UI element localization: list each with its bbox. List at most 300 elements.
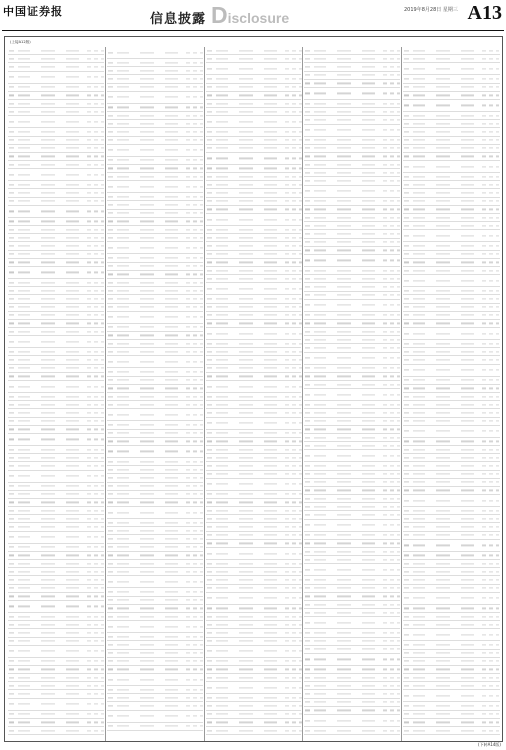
table-cell [482, 616, 486, 617]
table-cell [413, 225, 425, 226]
table-cell [404, 518, 409, 519]
table-cell [292, 433, 296, 434]
table-cell [239, 494, 253, 495]
table-cell [140, 298, 154, 299]
table-row [403, 454, 500, 462]
table-cell [397, 588, 400, 589]
table-cell [390, 209, 394, 210]
table-cell [390, 429, 394, 430]
table-cell [41, 457, 55, 458]
table-cell [461, 270, 474, 271]
table-cell [207, 359, 212, 360]
table-cell [264, 510, 277, 511]
table-row [304, 125, 400, 137]
table-cell [397, 129, 400, 130]
table-cell [165, 451, 178, 452]
table-row [206, 251, 302, 259]
table-cell [413, 156, 425, 157]
table-cell [314, 233, 326, 234]
table-cell [436, 270, 450, 271]
table-cell [200, 581, 203, 582]
table-cell [337, 720, 351, 721]
table-row [304, 353, 400, 365]
table-cell [397, 58, 400, 59]
table-cell [496, 78, 499, 79]
table-cell [200, 327, 203, 328]
table-cell [413, 457, 425, 458]
table-cell [292, 697, 296, 698]
table-cell [285, 78, 289, 79]
table-cell [397, 75, 400, 76]
table-cell [117, 204, 129, 205]
table-cell [489, 87, 493, 88]
table-cell [200, 547, 203, 548]
table-cell [337, 543, 351, 544]
table-cell [140, 87, 154, 88]
table-cell [101, 449, 104, 450]
table-cell [489, 705, 493, 706]
table-cell [383, 677, 387, 678]
table-cell [87, 685, 91, 686]
table-cell [436, 123, 450, 124]
table-cell [108, 404, 113, 405]
table-cell [482, 661, 486, 662]
table-cell [193, 581, 197, 582]
table-cell [285, 192, 289, 193]
table-row [304, 389, 400, 401]
table-cell [94, 502, 98, 503]
table-cell [87, 192, 91, 193]
table-cell [482, 209, 486, 210]
table-row [107, 304, 203, 312]
table-cell [404, 661, 409, 662]
table-cell [94, 140, 98, 141]
table-cell [165, 274, 178, 275]
table-cell [383, 669, 387, 670]
table-cell [186, 257, 190, 258]
table-row [206, 283, 302, 295]
table-row [107, 368, 203, 376]
table-cell [461, 388, 474, 389]
table-cell [264, 58, 277, 59]
table-row [403, 507, 500, 515]
table-cell [461, 722, 474, 723]
table-cell [461, 343, 474, 344]
table-cell [94, 76, 98, 77]
table-cell [314, 225, 326, 226]
table-cell [299, 254, 302, 255]
table-cell [101, 272, 104, 273]
table-row [107, 519, 203, 527]
table-cell [482, 50, 486, 51]
table-cell [165, 131, 178, 132]
table-cell [397, 242, 400, 243]
table-cell [9, 596, 14, 597]
table-cell [362, 242, 375, 243]
table-row [8, 259, 104, 267]
table-cell [314, 286, 326, 287]
table-cell [413, 421, 425, 422]
table-cell [239, 68, 253, 69]
table-cell [299, 705, 302, 706]
table-cell [165, 705, 178, 706]
table-cell [108, 705, 113, 706]
table-cell [87, 174, 91, 175]
table-row [8, 727, 104, 735]
table-cell [239, 323, 253, 324]
table-cell [117, 571, 129, 572]
table-cell [239, 433, 253, 434]
table-cell [165, 229, 178, 230]
table-cell [94, 323, 98, 324]
table-cell [9, 323, 14, 324]
table-row [403, 495, 500, 507]
table-cell [18, 76, 30, 77]
table-cell [18, 465, 30, 466]
table-cell [496, 695, 499, 696]
table-cell [186, 123, 190, 124]
table-cell [18, 730, 30, 731]
table-cell [117, 414, 129, 415]
table-cell [489, 343, 493, 344]
table-cell [94, 262, 98, 263]
table-cell [362, 278, 375, 279]
table-cell [216, 111, 228, 112]
table-cell [264, 351, 277, 352]
table-row [304, 666, 400, 674]
table-row [304, 214, 400, 222]
table-cell [299, 697, 302, 698]
table-cell [165, 538, 178, 539]
table-cell [207, 677, 212, 678]
table-cell [94, 429, 98, 430]
table-cell [285, 632, 289, 633]
table-cell [404, 535, 409, 536]
table-row [206, 576, 302, 584]
table-cell [165, 716, 178, 717]
table-cell [18, 87, 30, 88]
table-row [8, 532, 104, 544]
table-cell [305, 278, 310, 279]
table-cell [489, 396, 493, 397]
table-cell [362, 339, 375, 340]
table-cell [140, 380, 154, 381]
table-cell [390, 295, 394, 296]
table-cell [200, 266, 203, 267]
table-cell [461, 563, 474, 564]
table-cell [165, 469, 178, 470]
table-cell [397, 270, 400, 271]
table-cell [108, 679, 113, 680]
table-cell [461, 225, 474, 226]
table-cell [216, 307, 228, 308]
table-cell [383, 75, 387, 76]
table-cell [314, 632, 326, 633]
table-cell [101, 282, 104, 283]
table-cell [108, 123, 113, 124]
table-cell [337, 242, 351, 243]
table-cell [285, 661, 289, 662]
table-cell [314, 649, 326, 650]
table-cell [496, 280, 499, 281]
table-row [107, 218, 203, 226]
table-cell [461, 677, 474, 678]
table-cell [101, 121, 104, 122]
table-cell [299, 608, 302, 609]
table-cell [9, 282, 14, 283]
table-cell [94, 315, 98, 316]
table-cell [94, 376, 98, 377]
table-row [403, 84, 500, 92]
table-row [8, 169, 104, 181]
table-cell [314, 75, 326, 76]
table-cell [87, 396, 91, 397]
table-cell [397, 376, 400, 377]
table-cell [413, 677, 425, 678]
table-cell [117, 600, 129, 601]
table-cell [436, 449, 450, 450]
table-row [403, 621, 500, 629]
table-cell [41, 254, 55, 255]
table-cell [18, 148, 30, 149]
table-cell [285, 140, 289, 141]
table-cell [461, 465, 474, 466]
table-cell [390, 514, 394, 515]
table-cell [239, 641, 253, 642]
table-cell [337, 331, 351, 332]
table-cell [18, 704, 30, 705]
table-cell [397, 93, 400, 94]
table-cell [66, 439, 79, 440]
table-cell [383, 50, 387, 51]
table-cell [66, 486, 79, 487]
table-cell [489, 131, 493, 132]
table-cell [314, 358, 326, 359]
table-cell [117, 494, 129, 495]
table-cell [193, 229, 197, 230]
table-row [304, 654, 400, 666]
table-cell [383, 404, 387, 405]
table-cell [461, 421, 474, 422]
table-cell [101, 307, 104, 308]
table-cell [186, 502, 190, 503]
table-cell [362, 260, 375, 261]
table-cell [94, 66, 98, 67]
table-row [304, 80, 400, 88]
table-cell [200, 160, 203, 161]
table-cell [404, 192, 409, 193]
table-cell [489, 298, 493, 299]
table-cell [140, 461, 154, 462]
table-cell [264, 588, 277, 589]
table-row [304, 283, 400, 291]
table-cell [337, 209, 351, 210]
table-cell [140, 689, 154, 690]
table-cell [383, 260, 387, 261]
table-cell [292, 484, 296, 485]
table-cell [337, 622, 351, 623]
table-cell [362, 429, 375, 430]
table-cell [337, 315, 351, 316]
table-cell [299, 518, 302, 519]
table-cell [496, 201, 499, 202]
table-cell [101, 526, 104, 527]
table-row [403, 418, 500, 426]
table-cell [186, 494, 190, 495]
table-cell [292, 543, 296, 544]
table-cell [461, 705, 474, 706]
table-row [107, 674, 203, 686]
table-cell [140, 131, 154, 132]
table-cell [186, 371, 190, 372]
table-cell [482, 510, 486, 511]
table-cell [482, 307, 486, 308]
table-cell [496, 421, 499, 422]
table-row [403, 702, 500, 710]
table-cell [305, 421, 310, 422]
table-cell [117, 123, 129, 124]
table-cell [496, 624, 499, 625]
table-cell [108, 282, 113, 283]
table-row [107, 112, 203, 120]
table-cell [108, 307, 113, 308]
table-cell [489, 148, 493, 149]
table-row [304, 532, 400, 540]
table-cell [186, 538, 190, 539]
table-cell [18, 140, 30, 141]
table-cell [66, 307, 79, 308]
table-cell [436, 677, 450, 678]
table-cell [292, 368, 296, 369]
table-cell [383, 445, 387, 446]
table-cell [285, 131, 289, 132]
table-cell [41, 730, 55, 731]
table-cell [489, 140, 493, 141]
table-cell [66, 596, 79, 597]
table-cell [239, 697, 253, 698]
table-cell [140, 616, 154, 617]
table-row [107, 474, 203, 482]
table-cell [9, 661, 14, 662]
table-cell [186, 97, 190, 98]
table-cell [216, 219, 228, 220]
table-cell [285, 474, 289, 475]
table-cell [216, 359, 228, 360]
table-cell [489, 685, 493, 686]
table-cell [482, 588, 486, 589]
table-cell [140, 697, 154, 698]
table-row [403, 515, 500, 523]
table-cell [314, 339, 326, 340]
table-row [107, 137, 203, 145]
table-cell [140, 290, 154, 291]
table-cell [87, 111, 91, 112]
table-cell [41, 376, 55, 377]
table-row [206, 658, 302, 666]
table-cell [200, 522, 203, 523]
table-cell [383, 429, 387, 430]
table-cell [193, 176, 197, 177]
table-cell [87, 547, 91, 548]
table-row [403, 401, 500, 409]
table-cell [305, 191, 310, 192]
table-cell [292, 553, 296, 554]
table-row [206, 507, 302, 515]
table-cell [285, 396, 289, 397]
table-cell [383, 66, 387, 67]
table-cell [9, 449, 14, 450]
table-cell [165, 494, 178, 495]
table-cell [87, 254, 91, 255]
table-cell [292, 502, 296, 503]
table-cell [299, 95, 302, 96]
table-cell [186, 689, 190, 690]
table-cell [117, 547, 129, 548]
table-cell [108, 204, 113, 205]
table-cell [165, 547, 178, 548]
table-cell [18, 486, 30, 487]
table-cell [108, 616, 113, 617]
table-cell [101, 95, 104, 96]
table-cell [314, 474, 326, 475]
table-cell [117, 555, 129, 556]
table-cell [207, 396, 212, 397]
table-cell [285, 121, 289, 122]
table-cell [397, 394, 400, 395]
table-cell [193, 115, 197, 116]
table-row [403, 137, 500, 145]
table-row [107, 84, 203, 92]
table-cell [314, 315, 326, 316]
table-cell [207, 131, 212, 132]
table-cell [101, 221, 104, 222]
table-cell [489, 315, 493, 316]
table-row [107, 409, 203, 421]
table-cell [482, 201, 486, 202]
table-cell [413, 343, 425, 344]
table-row [107, 491, 203, 499]
table-cell [140, 469, 154, 470]
table-cell [207, 705, 212, 706]
table-cell [101, 262, 104, 263]
table-cell [101, 156, 104, 157]
table-cell [140, 107, 154, 108]
table-cell [314, 579, 326, 580]
table-cell [108, 396, 113, 397]
table-row [107, 507, 203, 519]
table-cell [41, 579, 55, 580]
table-cell [66, 323, 79, 324]
table-cell [87, 651, 91, 652]
table-cell [216, 543, 228, 544]
table-row [403, 658, 500, 666]
table-cell [285, 229, 289, 230]
table-cell [87, 164, 91, 165]
table-cell [9, 502, 14, 503]
table-cell [207, 484, 212, 485]
table-cell [18, 669, 30, 670]
table-cell [239, 254, 253, 255]
table-cell [66, 341, 79, 342]
table-cell [200, 653, 203, 654]
table-cell [264, 111, 277, 112]
table-cell [461, 730, 474, 731]
table-cell [140, 176, 154, 177]
table-cell [413, 95, 425, 96]
table-cell [314, 347, 326, 348]
table-cell [404, 421, 409, 422]
table-cell [285, 465, 289, 466]
